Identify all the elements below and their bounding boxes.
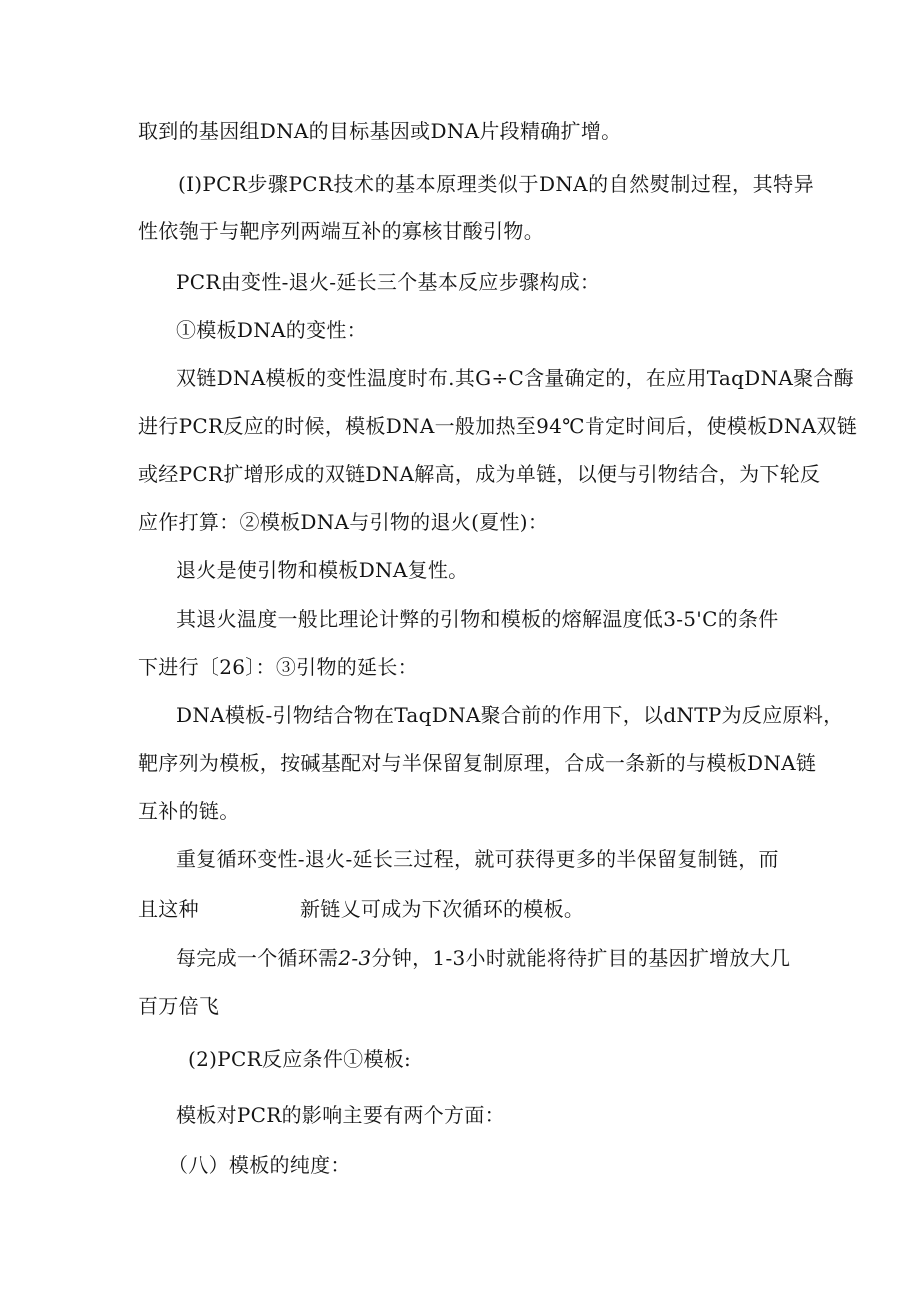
paragraph-line bbox=[176, 944, 790, 972]
paragraph-line: 下进行〔26〕：③引物的延长： bbox=[138, 655, 418, 679]
paragraph-line: PCR由变性-退火-延长三个基本反应步骤构成： bbox=[176, 270, 601, 294]
paragraph-line: 性依匏于与靶序列两端互补的寡核甘酸引物。 bbox=[138, 219, 544, 243]
paragraph-line: 应作打算：②模板DNA与引物的退火(夏性)： bbox=[138, 510, 549, 534]
paragraph-line: 且这种 bbox=[138, 897, 199, 921]
paragraph-line: (I)PCR步骤PCR技术的基本原理类似于DNA的自然熨制过程，其特异 bbox=[178, 172, 814, 196]
paragraph-line: 模板对PCR的影响主要有两个方面： bbox=[176, 1103, 505, 1127]
text-run: 分钟，1-3小时就能将待扩目的基因扩增放大几 bbox=[371, 946, 791, 970]
paragraph-line: DNA模板-引物结合物在TaqDNA聚合前的作用下，以dNTP为反应原料， bbox=[176, 703, 844, 727]
paragraph-line: 进行PCR反应的时候，模板DNA一般加热至94℃肯定时间后，使模板DNA双链 bbox=[138, 414, 857, 438]
paragraph-line: （八）模板的纯度： bbox=[168, 1153, 351, 1177]
paragraph-line: 退火是使引物和模板DNA复性。 bbox=[176, 558, 469, 582]
paragraph-line: 其退火温度一般比理论计弊的引物和模板的熔解温度低3-5'C的条件 bbox=[176, 607, 779, 631]
paragraph-line: 互补的链。 bbox=[138, 799, 240, 823]
paragraph-line: 靶序列为模板，按碱基配对与半保留复制原理，合成一条新的与模板DNA链 bbox=[138, 751, 817, 775]
paragraph-line: 双链DNA模板的变性温度时布.其G÷C含量确定的，在应用TaqDNA聚合酶 bbox=[176, 366, 854, 390]
paragraph-line: (2)PCR反应条件①模板: bbox=[188, 1047, 412, 1071]
paragraph-line: 新链乂可成为下次循环的模板。 bbox=[300, 897, 585, 921]
text-run-italic: 2-3 bbox=[338, 946, 372, 970]
paragraph-line: 或经PCR扩增形成的双链DNA解高，成为单链，以便与引物结合，为下轮反 bbox=[138, 462, 821, 486]
paragraph-line: 取到的基因组DNA的目标基因或DNA片段精确扩增。 bbox=[138, 119, 622, 143]
paragraph-line: ①模板DNA的变性： bbox=[176, 318, 367, 342]
paragraph-line: 重复循环变性-退火-延长三过程，就可获得更多的半保留复制链，而 bbox=[176, 847, 779, 871]
paragraph-line: 百万倍飞 bbox=[138, 994, 220, 1018]
text-run: 每完成一个循环需 bbox=[176, 946, 339, 970]
